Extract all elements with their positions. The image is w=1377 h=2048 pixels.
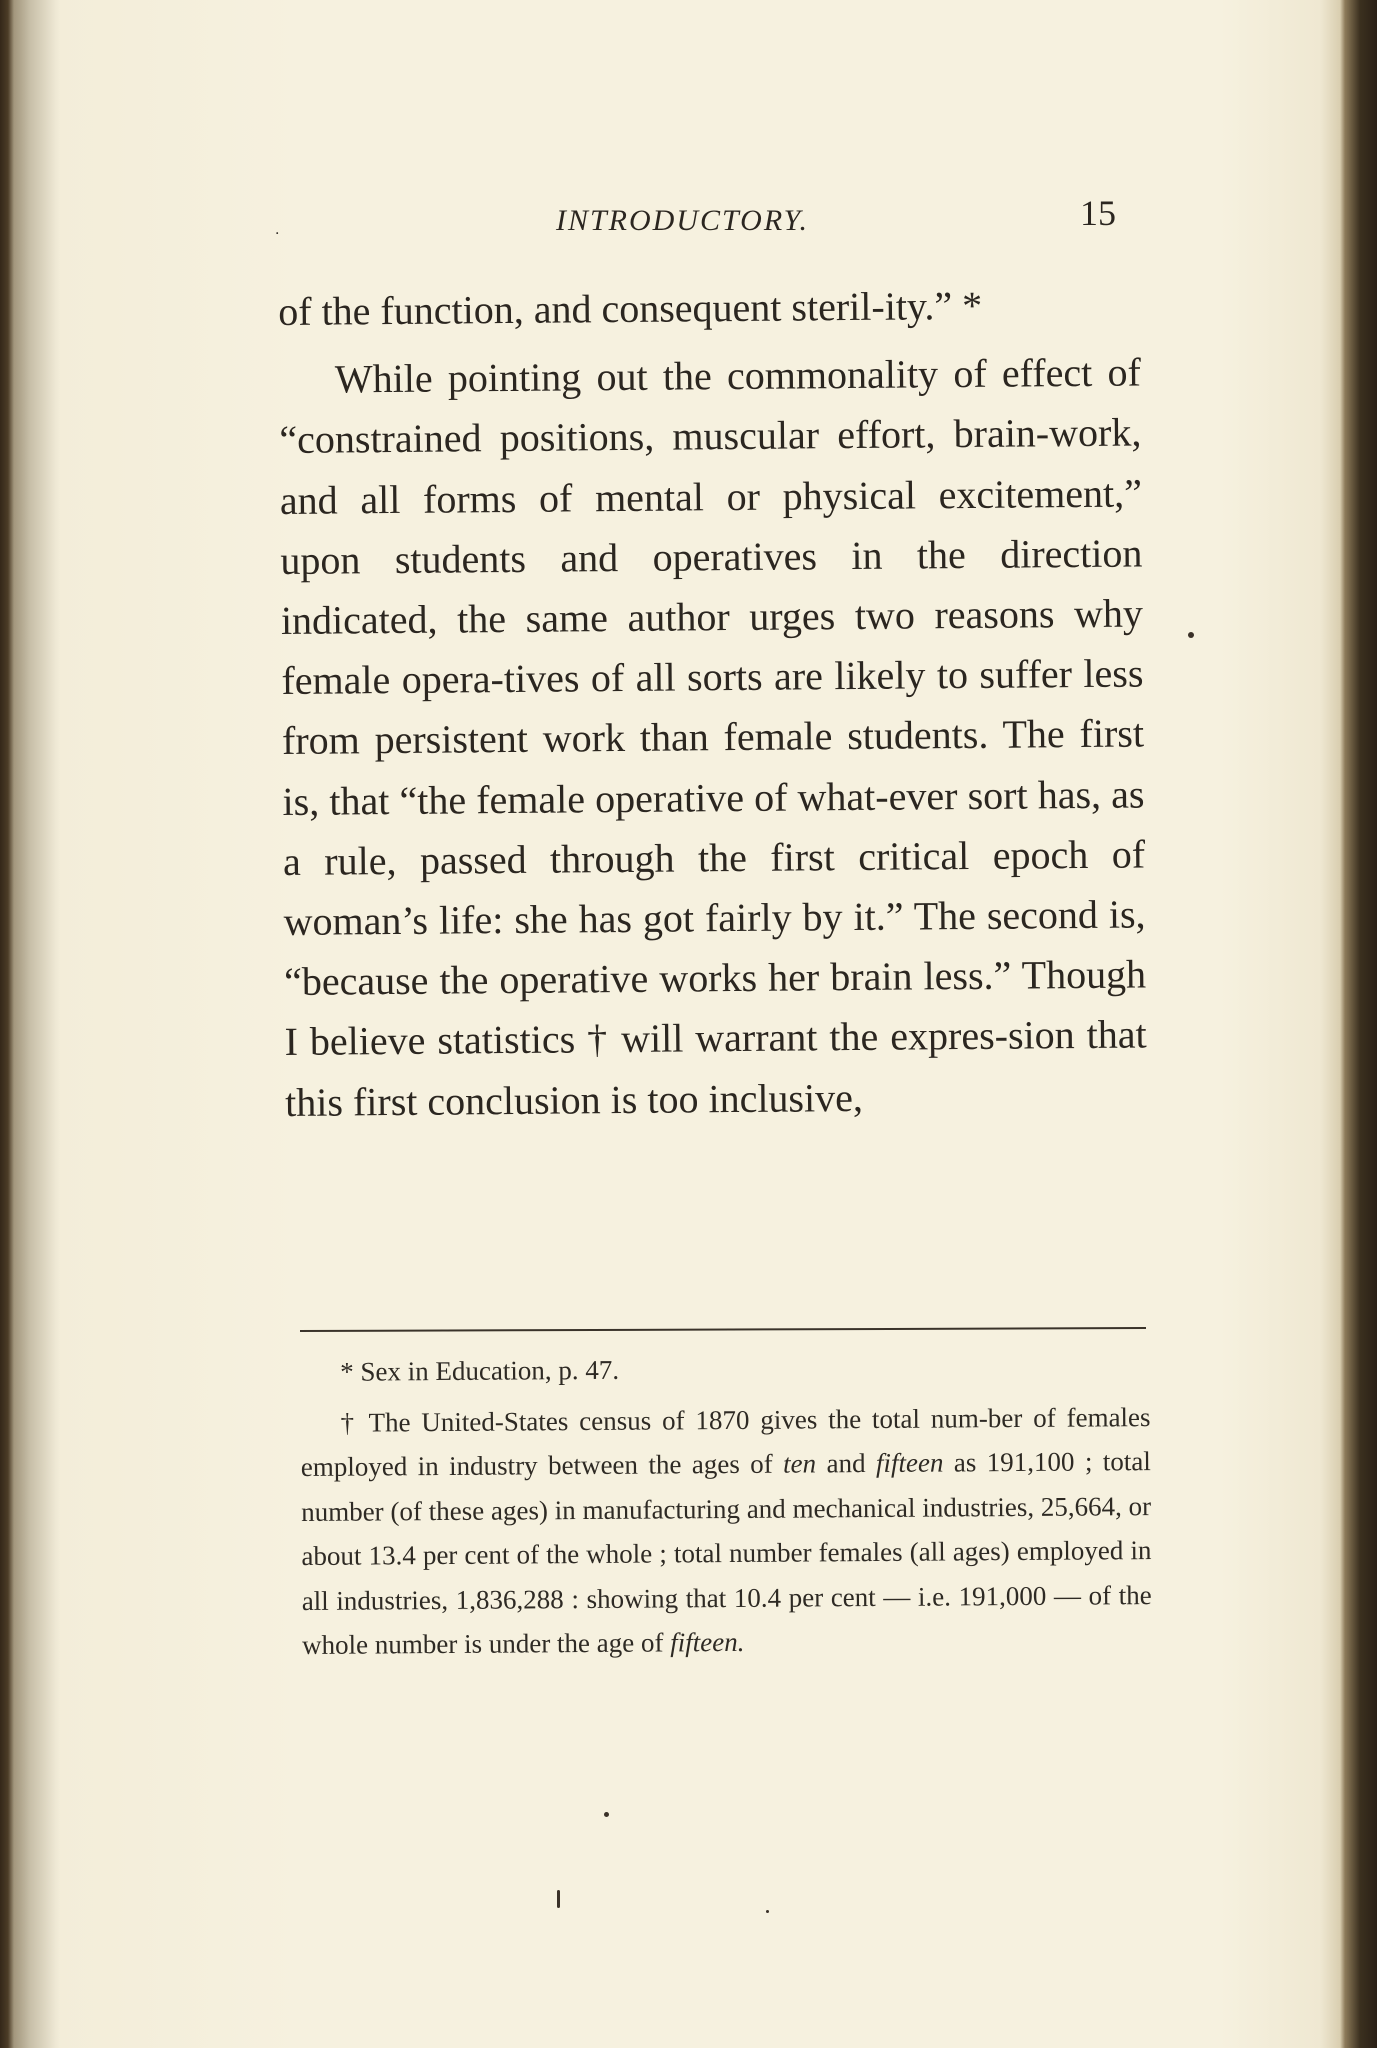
footnote-2-ten: ten (782, 1448, 817, 1479)
paper-speck (766, 1910, 769, 1913)
page-number: 15 (1080, 193, 1116, 233)
footnote-rule (300, 1327, 1146, 1332)
footnote-2-and: and (815, 1447, 877, 1479)
running-head: INTRODUCTORY. (556, 204, 810, 237)
footnote-2-text-b: as 191,100 ; total number (of these ages) in manufacturing and mechanical industries, 25,664, or about 13.4 per cent of the whole ; total number females (all ages) employed in all industries, 1,836,288 : showing that 10.4 per cent — i.e. 191,000 — of the whole number is under the age of (301, 1446, 1152, 1660)
paragraph-continued: of the function, and consequent steril-ity.” * (278, 282, 983, 334)
footnote-2-fifteen: fifteen (875, 1447, 944, 1478)
footnote-2 (300, 1395, 1152, 1668)
paper-speck (604, 1812, 609, 1817)
paper-speck (1188, 632, 1194, 638)
footnote-2-text-a: † The United-States census of 1870 gives the total num-ber of females employed in industry between the ages of (300, 1401, 1151, 1482)
paragraph: While pointing out the commonality of effect of “constrained positions, muscular effort, brain-work, and all forms of mental or physical excitement,” upon students and operatives in the direction indicated, the same author urges two reasons why female opera-tives of all sorts are likely to suffer less from persistent work than female students. The first is, that “the female operative of what-ever sort has, as a rule, passed through the first critical epoch of woman’s life: she has got fairly by it.” The second is, “because the operative works her brain less.” Though I believe statistics † will warrant the expres-sion that this first conclusion is too inclusive, (279, 349, 1147, 1125)
footnote-2-fifteen-end: fifteen. (670, 1626, 745, 1658)
paper-speck (557, 1890, 560, 1908)
body-text (278, 274, 1147, 1132)
footnote-1: * Sex in Education, p. 47. (340, 1354, 620, 1387)
footnotes (300, 1344, 1152, 1667)
header-mark: · (275, 226, 280, 242)
